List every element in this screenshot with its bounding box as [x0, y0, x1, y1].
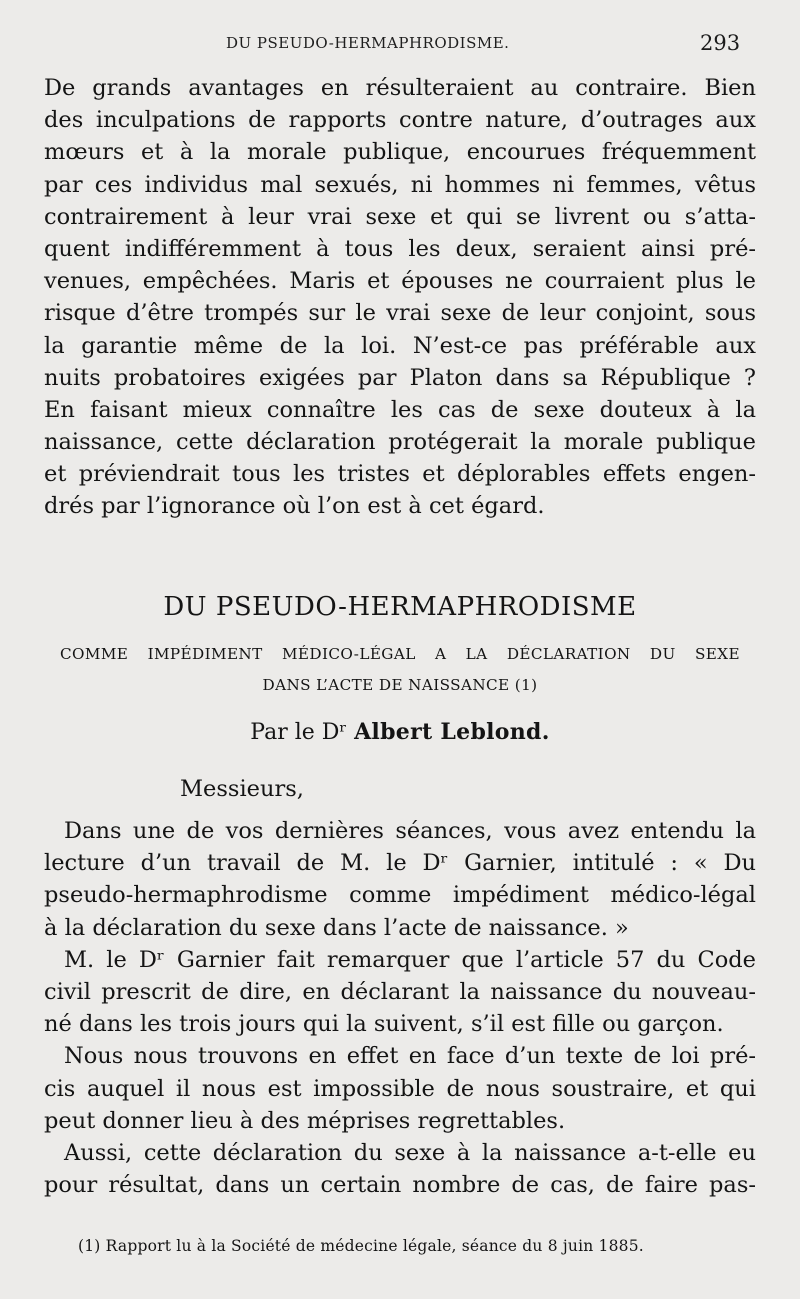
byline-prefix: Par le Dʳ: [250, 720, 348, 745]
section-subtitle-continued: DANS L’ACTE DE NAISSANCE (1): [262, 676, 538, 694]
text-line: risque d’être trompés sur le vrai sexe de leur conjoint, sous: [44, 300, 756, 327]
text-line: contrairement à leur vrai sexe et qui se livrent ou s’atta-: [44, 203, 756, 230]
text-line: venues, empêchées. Maris et épouses ne courraient plus le: [44, 268, 756, 295]
running-head: [0, 31, 800, 58]
text-line: nuits probatoires exigées par Platon dans sa République ?: [44, 364, 756, 391]
section-title: DU PSEUDO-HERMAPHRODISME: [163, 592, 637, 622]
text-line: quent indifféremment à tous les deux, seraient ainsi pré-: [44, 235, 756, 262]
text-line: Nous nous trouvons en effet en face d’un texte de loi pré-: [64, 1043, 756, 1070]
text-line: civil prescrit de dire, en déclarant la naissance du nouveau-: [44, 978, 756, 1005]
text-line: Aussi, cette déclaration du sexe à la naissance a-t-elle eu: [64, 1139, 756, 1166]
running-title: DU PSEUDO-HERMAPHRODISME.: [226, 34, 510, 52]
footnote: (1) Rapport lu à la Société de médecine légale, séance du 8 juin 1885.: [78, 1237, 644, 1255]
text-line: pour résultat, dans un certain nombre de cas, de faire pas-: [44, 1172, 756, 1199]
report-body: [44, 815, 756, 1201]
text-line: lecture d’un travail de M. le Dʳ Garnier, intitulé : « Du: [44, 850, 756, 877]
salutation: Messieurs,: [180, 776, 304, 802]
text-line: et préviendrait tous les tristes et déplorables effets engen-: [44, 461, 756, 488]
text-line: M. le Dʳ Garnier fait remarquer que l’article 57 du Code: [64, 946, 756, 973]
page-number: 293: [700, 31, 741, 55]
text-line: naissance, cette déclaration protégerait la morale publique: [44, 429, 756, 456]
text-line: des inculpations de rapports contre nature, d’outrages aux: [44, 107, 756, 134]
author-name: Albert Leblond.: [354, 719, 550, 745]
author-byline: [0, 719, 800, 745]
section-subtitle: COMME IMPÉDIMENT MÉDICO-LÉGAL A LA DÉCLARATION DU SEXE: [60, 645, 740, 663]
text-line: Dans une de vos dernières séances, vous avez entendu la: [64, 818, 756, 844]
text-line: drés par l’ignorance où l’on est à cet égard.: [44, 493, 545, 520]
paragraph-continuation: [44, 72, 756, 523]
text-line: mœurs et à la morale publique, encourues fréquemment: [44, 139, 756, 166]
text-line: à la déclaration du sexe dans l’acte de naissance. »: [44, 914, 629, 941]
text-line: cis auquel il nous est impossible de nous soustraire, et qui: [44, 1075, 756, 1102]
text-line: De grands avantages en résulteraient au contraire. Bien: [44, 75, 756, 101]
text-line: par ces individus mal sexués, ni hommes ni femmes, vêtus: [44, 171, 756, 198]
text-line: né dans les trois jours qui la suivent, s’il est fille ou garçon.: [44, 1011, 724, 1038]
text-line: En faisant mieux connaître les cas de sexe douteux à la: [44, 396, 756, 423]
text-line: peut donner lieu à des méprises regrettables.: [44, 1107, 566, 1134]
text-line: la garantie même de la loi. N’est-ce pas préférable aux: [44, 332, 756, 359]
text-line: pseudo-hermaphrodisme comme impédiment médico-légal: [44, 882, 756, 909]
